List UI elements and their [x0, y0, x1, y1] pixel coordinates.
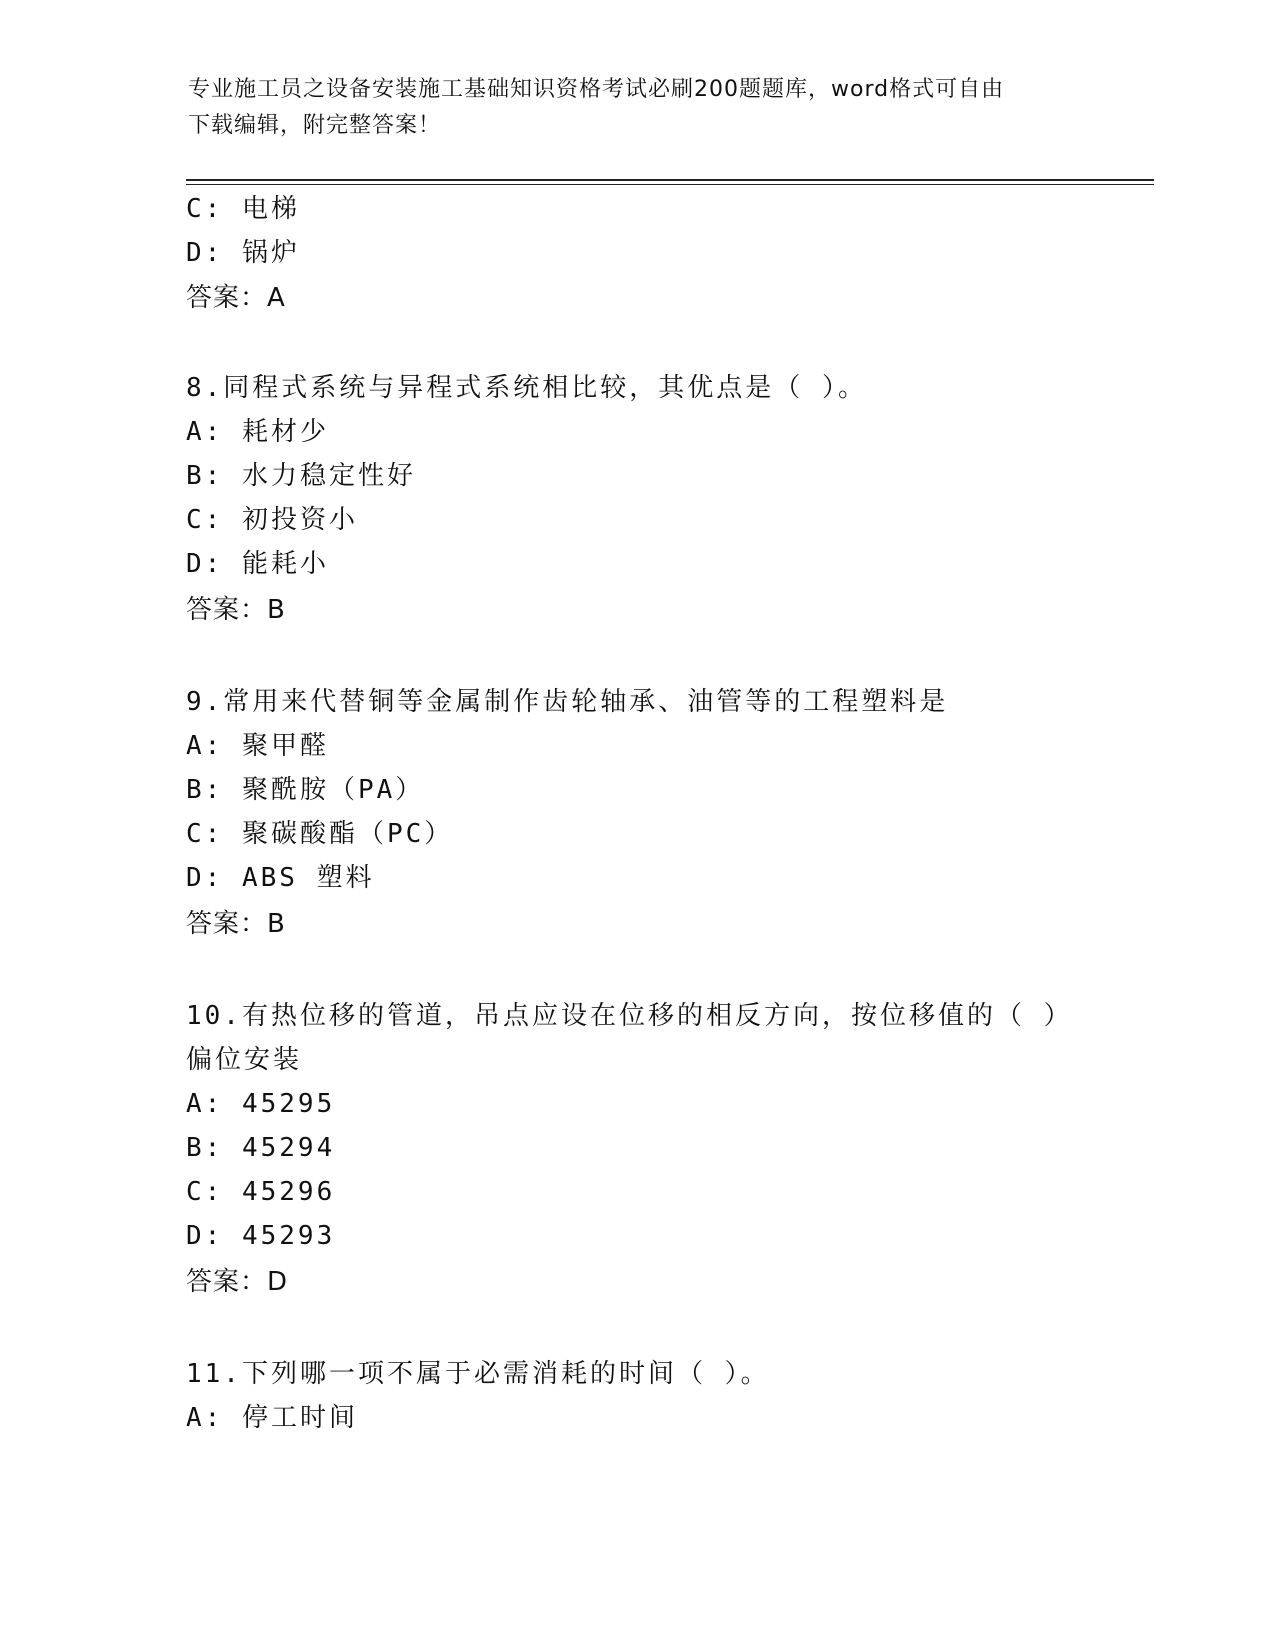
- header-rule-top: [186, 179, 1154, 181]
- q8-option-c: C: 初投资小: [186, 505, 358, 535]
- header-line-1: 专业施工员之设备安装施工基础知识资格考试必刷200题题库，word格式可自由: [188, 77, 1005, 102]
- q9-option-b: B: 聚酰胺（PA）: [186, 775, 425, 805]
- q10-option-b: B: 45294: [186, 1133, 336, 1163]
- q8-option-b: B: 水力稳定性好: [186, 461, 416, 491]
- q8-option-d: D: 能耗小: [186, 549, 329, 579]
- q7-option-d: D: 锅炉: [186, 238, 300, 268]
- q8-option-a: A: 耗材少: [186, 417, 329, 447]
- q7-option-c: C: 电梯: [186, 194, 300, 224]
- document-header: [188, 72, 1068, 144]
- header-rule-bottom: [186, 184, 1154, 185]
- q11-stem: 11.下列哪一项不属于必需消耗的时间（ ）。: [186, 1359, 770, 1389]
- q9-option-a: A: 聚甲醛: [186, 731, 329, 761]
- q10-option-c: C: 45296: [186, 1177, 336, 1207]
- q10-option-d: D: 45293: [186, 1221, 336, 1251]
- q8-stem: 8.同程式系统与异程式系统相比较，其优点是（ ）。: [186, 373, 867, 403]
- q10-stem-line-2: 偏位安装: [186, 1045, 303, 1075]
- q11-option-a: A: 停工时间: [186, 1403, 358, 1433]
- q9-option-c: C: 聚碳酸酯（PC）: [186, 819, 454, 849]
- q10-answer: 答案：D: [186, 1267, 289, 1297]
- q9-option-d: D: ABS 塑料: [186, 863, 375, 893]
- q10-option-a: A: 45295: [186, 1089, 336, 1119]
- q9-stem: 9.常用来代替铜等金属制作齿轮轴承、油管等的工程塑料是: [186, 687, 949, 717]
- q9-answer: 答案：B: [186, 909, 286, 939]
- header-line-2: 下载编辑，附完整答案！: [188, 113, 442, 138]
- q8-answer: 答案：B: [186, 595, 286, 625]
- q10-stem-line-1: 10.有热位移的管道，吊点应设在位移的相反方向，按位移值的（ ）: [186, 1001, 1073, 1031]
- q7-answer: 答案：A: [186, 283, 286, 313]
